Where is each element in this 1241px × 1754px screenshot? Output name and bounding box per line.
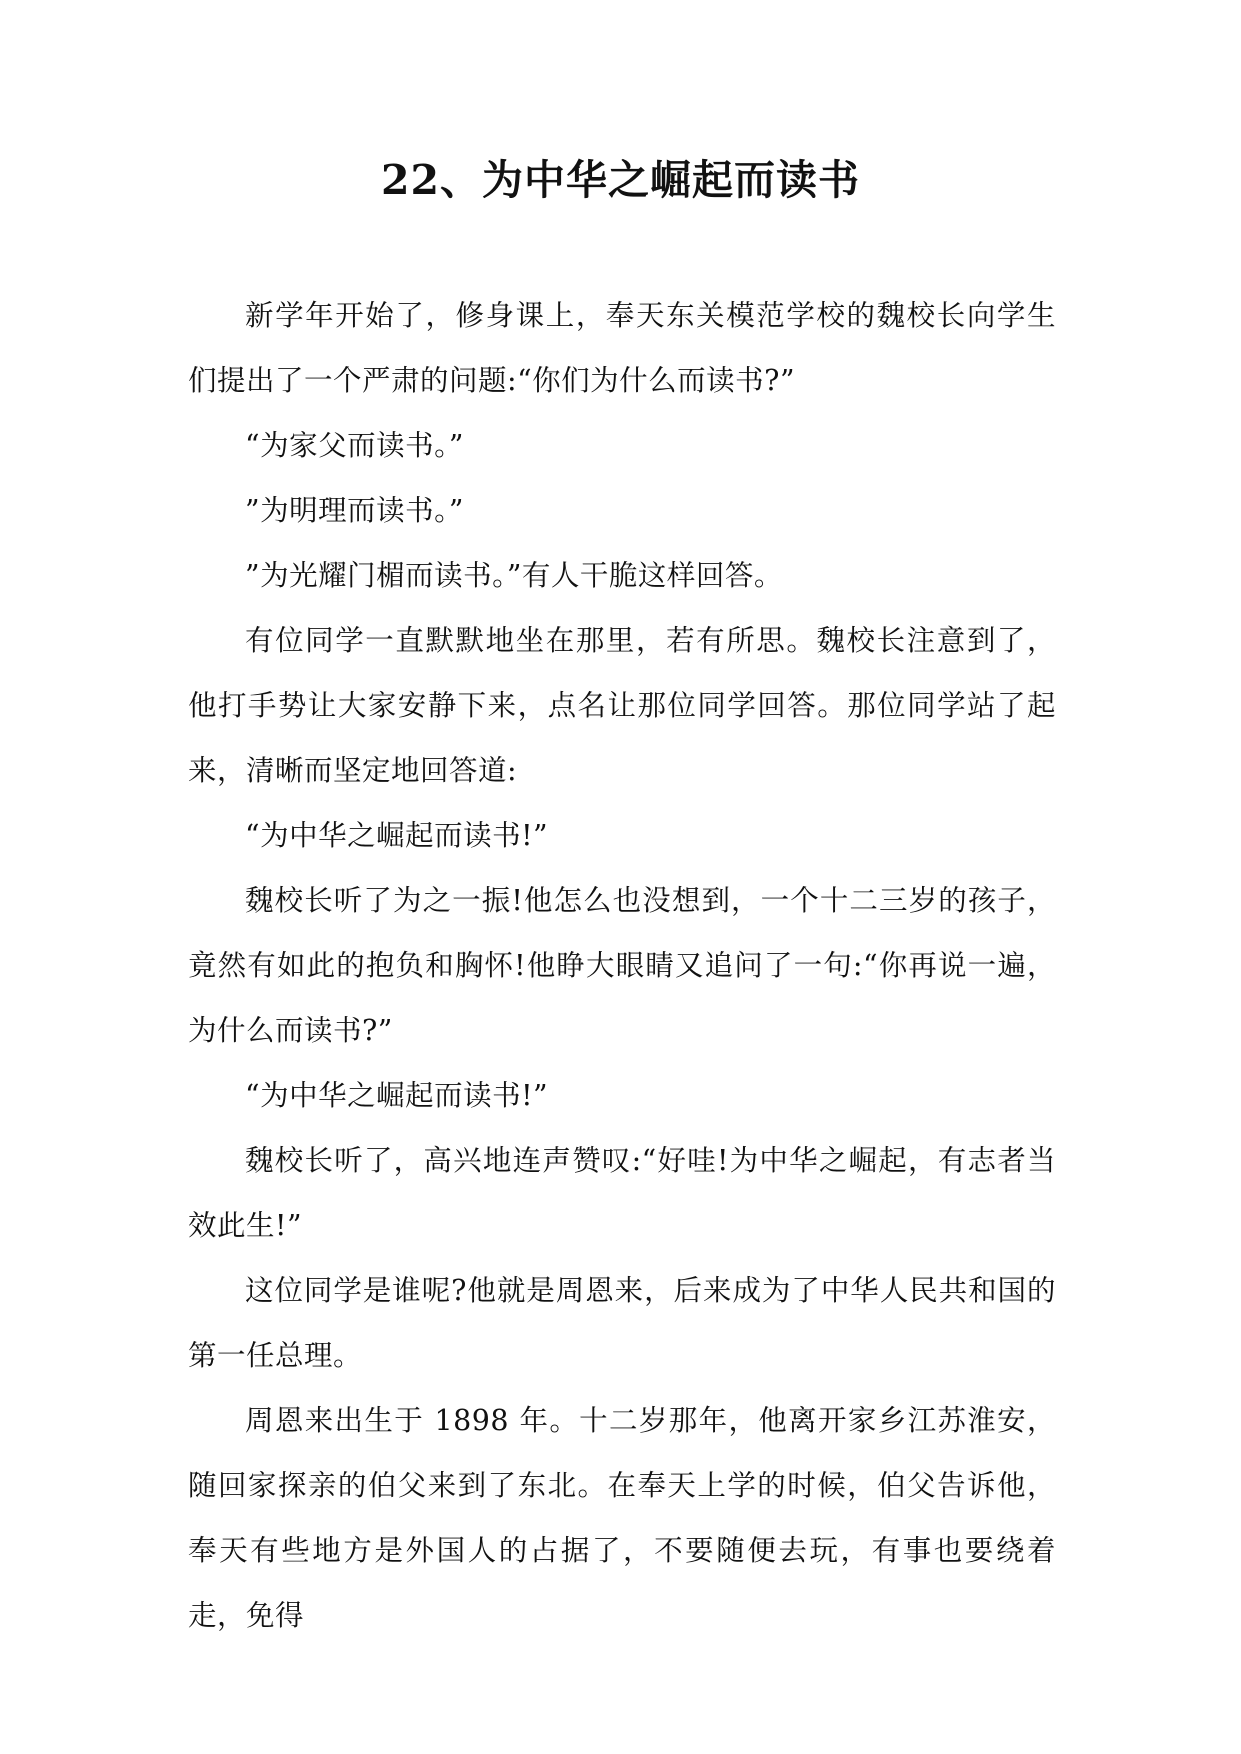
paragraph: 这位同学是谁呢?他就是周恩来，后来成为了中华人民共和国的第一任总理。 xyxy=(188,1274,1056,1372)
paragraph: 周恩来出生于 1898 年。十二岁那年，他离开家乡江苏淮安，随回家探亲的伯父来到了东北。在奉天上学的时候，伯父告诉他，奉天有些地方是外国人的占据了，不要随便去玩，有事也要绕着走，免得 xyxy=(188,1404,1056,1632)
paragraph: 魏校长听了，高兴地连声赞叹:“好哇!为中华之崛起，有志者当效此生!” xyxy=(188,1144,1056,1242)
paragraph: “为中华之崛起而读书!” xyxy=(245,1079,549,1112)
paragraph: “为中华之崛起而读书!” xyxy=(245,819,549,852)
body-text xyxy=(188,283,1056,1648)
page-title: 22、为中华之崛起而读书 xyxy=(380,156,861,204)
paragraph: “为家父而读书。” xyxy=(245,429,464,462)
paragraph: 魏校长听了为之一振!他怎么也没想到，一个十二三岁的孩子，竟然有如此的抱负和胸怀!他睁大眼睛又追问了一句:“你再说一遍，为什么而读书?” xyxy=(188,884,1056,1047)
paragraph: 新学年开始了，修身课上，奉天东关模范学校的魏校长向学生们提出了一个严肃的问题:“你们为什么而读书?” xyxy=(188,299,1056,397)
paragraph: ”为光耀门楣而读书。”有人干脆这样回答。 xyxy=(245,559,783,592)
paragraph: ”为明理而读书。” xyxy=(245,494,464,527)
paragraph: 有位同学一直默默地坐在那里，若有所思。魏校长注意到了，他打手势让大家安静下来，点名让那位同学回答。那位同学站了起来，清晰而坚定地回答道: xyxy=(188,624,1056,787)
